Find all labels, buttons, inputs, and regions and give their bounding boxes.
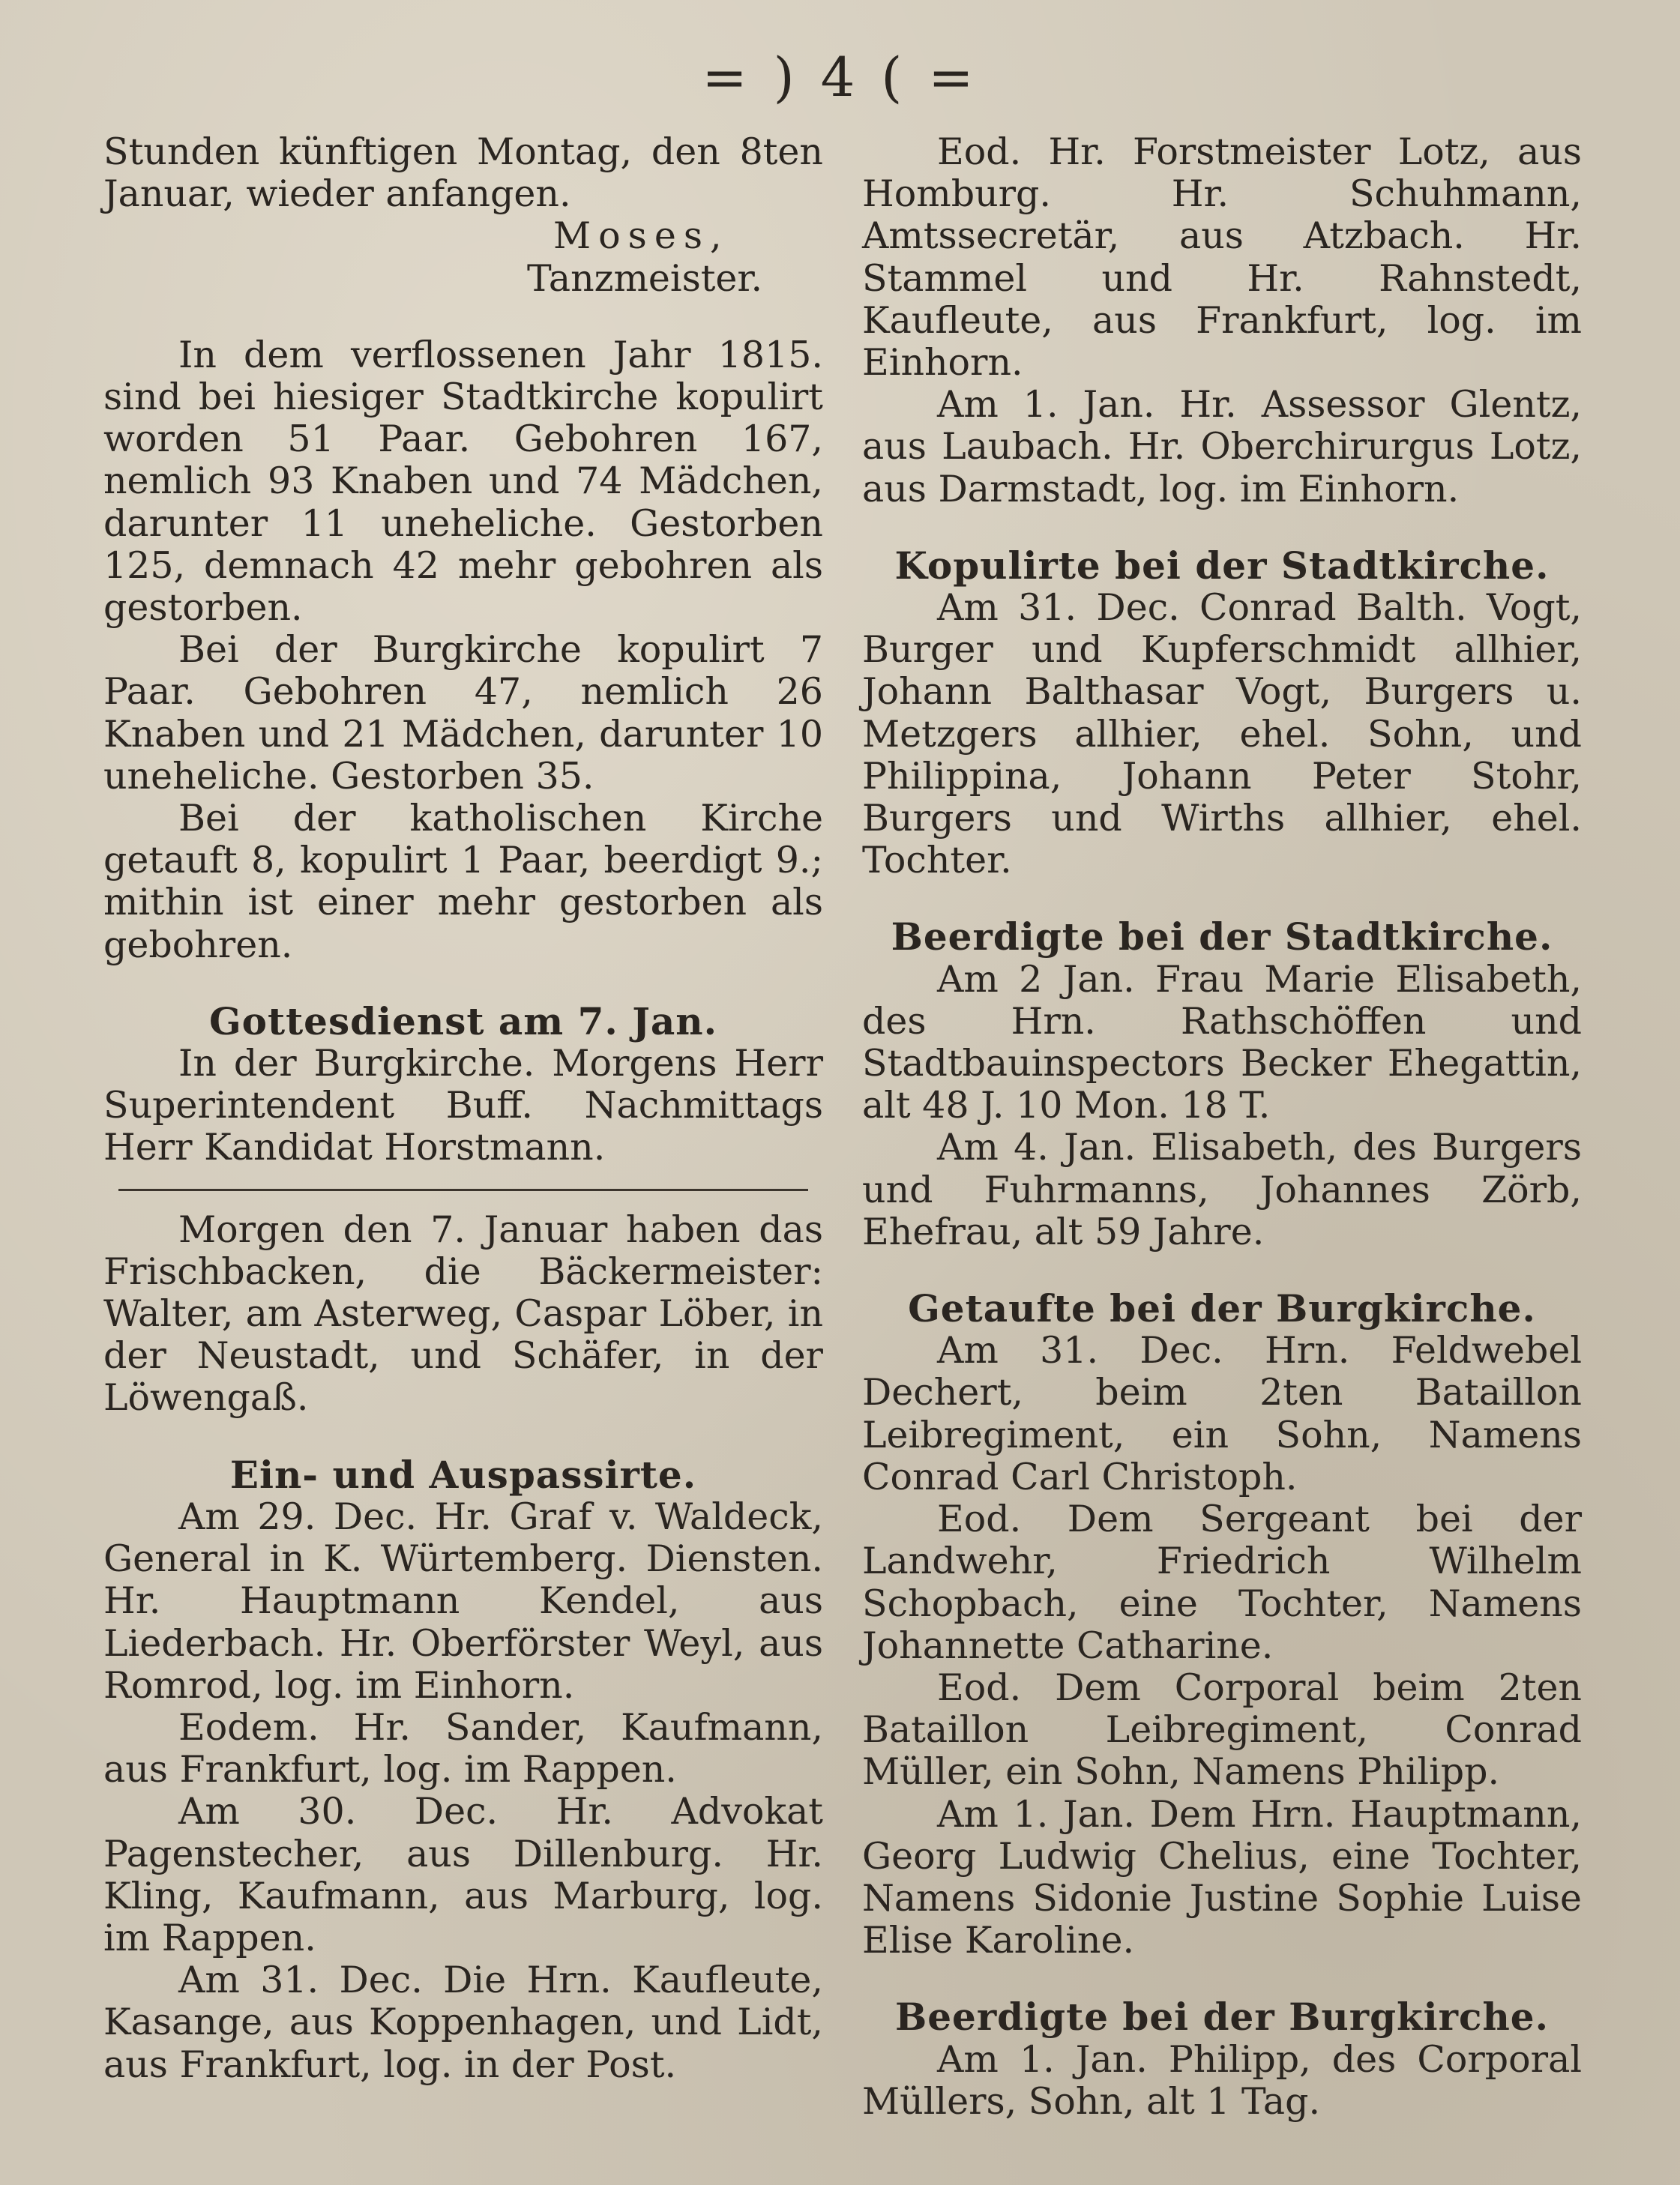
traveller-entry-cont: Eod. Hr. Forstmeister Lotz, aus Homburg. Hr. Schuhmann, Amtssecretär, aus Atzbach. Hr. Stammel und Hr. Rahnstedt, Kaufleute, aus Frankfurt, log. im Einhorn. [862, 130, 1582, 385]
traveller-entry: Am 31. Dec. Die Hrn. Kaufleute, Kasange, aus Koppenhagen, und Lidt, aus Frankfurt, log. in der Post. [103, 1959, 823, 2086]
baptized-burgkirche-entry: Eod. Dem Corporal beim 2ten Bataillon Leibregiment, Conrad Müller, ein Sohn, Namens Philipp. [862, 1666, 1582, 1794]
buried-stadtkirche-heading: Beerdigte bei der Stadtkirche. [891, 914, 1553, 959]
statistics-katholisch: Bei der katholischen Kirche getauft 8, kopulirt 1 Paar, beerdigt 9.; mithin ist einer mehr gestorben als gebohren. [103, 797, 823, 966]
traveller-entry: Am 29. Dec. Hr. Graf v. Waldeck, General in K. Würtemberg. Diensten. Hr. Hauptmann Kendel, aus Liederbach. Hr. Oberförster Weyl, aus Romrod, log. im Einhorn. [103, 1495, 823, 1707]
married-stadtkirche-heading: Kopulirte bei der Stadtkirche. [894, 543, 1550, 588]
baptized-burgkirche-entry: Am 31. Dec. Hrn. Feldwebel Dechert, beim 2ten Bataillon Leibregiment, ein Sohn, Namens Conrad Carl Christoph. [862, 1329, 1582, 1498]
buried-stadtkirche-entry: Am 4. Jan. Elisabeth, des Burgers und Fuhrmanns, Johannes Zörb, Ehefrau, alt 59 Jahre. [862, 1126, 1582, 1253]
traveller-entry-cont: Am 1. Jan. Hr. Assessor Glentz, aus Laubach. Hr. Oberchirurgus Lotz, aus Darmstadt, log. im Einhorn. [862, 383, 1582, 510]
dance-notice-signature-title: Tanzmeister. [527, 256, 763, 300]
traveller-entry: Eodem. Hr. Sander, Kaufmann, aus Frankfurt, log. im Rappen. [103, 1705, 823, 1791]
bakers-notice: Morgen den 7. Januar haben das Frischbacken, die Bäckermeister: Walter, am Asterweg, Caspar Löber, in der Neustadt, und Schäfer, in der Löwengaß. [103, 1208, 823, 1420]
dance-notice-text: Stunden künftigen Montag, den 8ten Januar, wieder anfangen. [103, 130, 823, 216]
baptized-burgkirche-heading: Getaufte bei der Burgkirche. [908, 1286, 1536, 1331]
dance-notice-signature-name: Moses, [553, 214, 729, 258]
buried-stadtkirche-entry: Am 2 Jan. Frau Marie Elisabeth, des Hrn. Rathschöffen und Stadtbauinspectors Becker Ehegattin, alt 48 J. 10 Mon. 18 T. [862, 957, 1582, 1127]
service-heading: Gottesdienst am 7. Jan. [208, 998, 718, 1043]
baptized-burgkirche-entry: Am 1. Jan. Dem Hrn. Hauptmann, Georg Ludwig Chelius, eine Tochter, Namens Sidonie Justine Sophie Luise Elise Karoline. [862, 1792, 1582, 1962]
right-column [862, 131, 1582, 2123]
statistics-burgkirche: Bei der Burgkirche kopulirt 7 Paar. Gebohren 47, nemlich 26 Knaben und 21 Mädchen, darunter 10 uneheliche. Gestorben 35. [103, 628, 823, 798]
buried-burgkirche-heading: Beerdigte bei der Burgkirche. [894, 1995, 1550, 2040]
section-divider [118, 1189, 808, 1191]
traveller-entry: Am 30. Dec. Hr. Advokat Pagenstecher, aus Dillenburg. Hr. Kling, Kaufmann, aus Marburg, log. im Rappen. [103, 1790, 823, 1959]
statistics-stadtkirche: In dem verflossenen Jahr 1815. sind bei hiesiger Stadtkirche kopulirt worden 51 Paar. Gebohren 167, nemlich 93 Knaben und 74 Mädchen, darunter 11 uneheliche. Gestorben 125, demnach 42 mehr gebohren als gestorben. [103, 333, 823, 630]
baptized-burgkirche-entry: Eod. Dem Sergeant bei der Landwehr, Friedrich Wilhelm Schopbach, eine Tochter, Namens Johannette Catharine. [862, 1498, 1582, 1667]
service-text: In der Burgkirche. Morgens Herr Superintendent Buff. Nachmittags Herr Kandidat Horstmann. [103, 1042, 823, 1169]
travellers-heading: Ein- und Auspassirte. [229, 1452, 697, 1497]
left-column [103, 131, 823, 2086]
page-number: = ) 4 ( = [702, 46, 978, 109]
buried-burgkirche-text: Am 1. Jan. Philipp, des Corporal Müllers, Sohn, alt 1 Tag. [862, 2037, 1582, 2123]
married-stadtkirche-text: Am 31. Dec. Conrad Balth. Vogt, Burger und Kupferschmidt allhier, Johann Balthasar Vogt, Burgers u. Metzgers allhier, ehel. Sohn, und Philippina, Johann Peter Stohr, Burgers und Wirths allhier, ehel. Tochter. [862, 586, 1582, 882]
